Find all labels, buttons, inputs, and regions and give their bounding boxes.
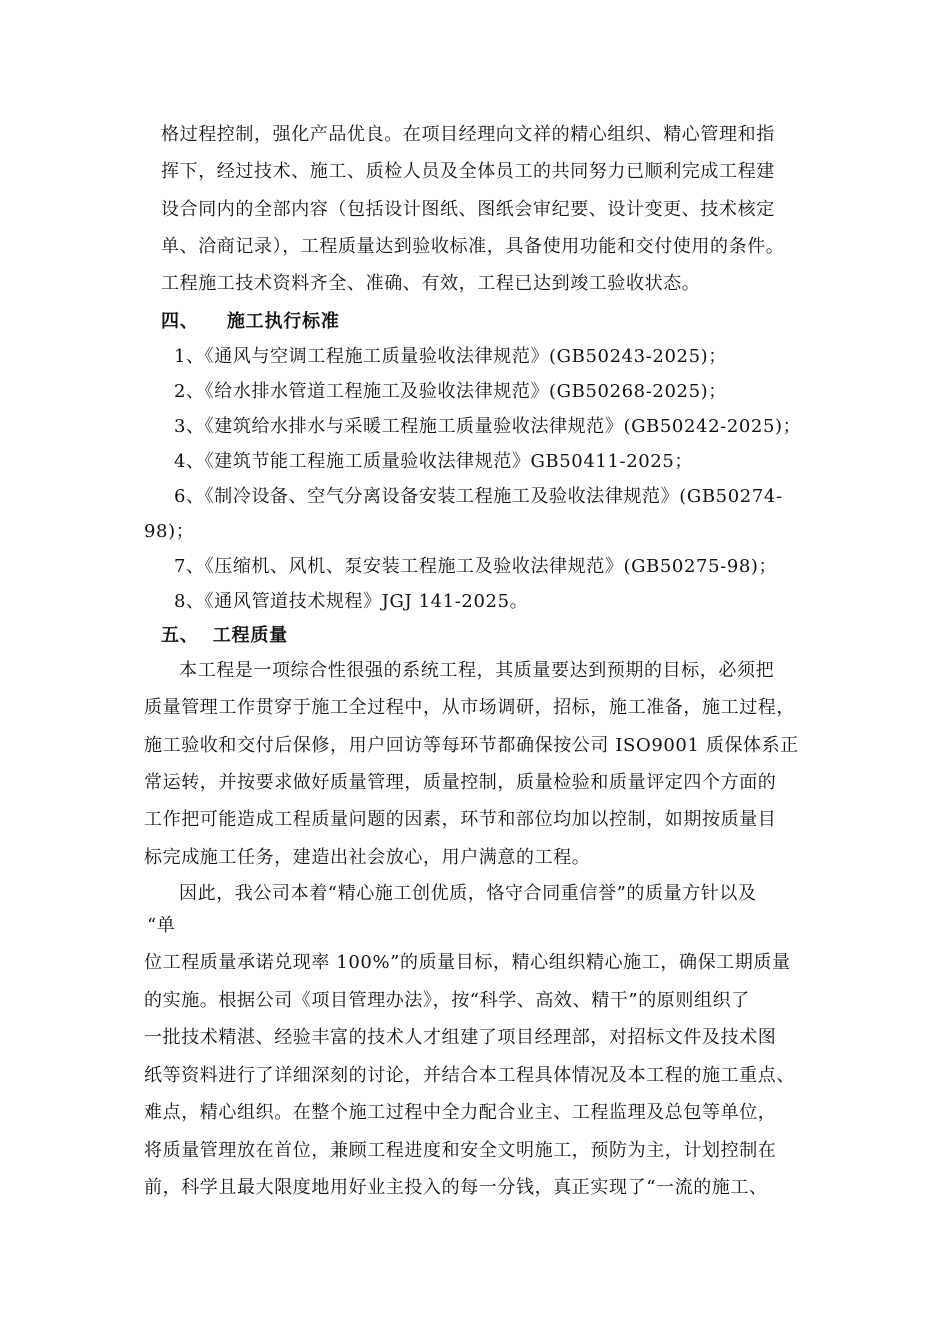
paragraph-line: 难点，精心组织。在整个施工过程中全力配合业主、工程监理及总包等单位， xyxy=(144,1102,777,1123)
paragraph-line: 质量管理工作贯穿于施工全过程中，从市场调研，招标，施工准备，施工过程， xyxy=(144,697,795,718)
standard-item: 3、《建筑给水排水与采暖工程施工质量验收法律规范》(GB50242-2025)； xyxy=(174,416,802,437)
paragraph-line: 纸等资料进行了详细深刻的讨论，并结合本工程具体情况及本工程的施工重点、 xyxy=(144,1065,795,1086)
paragraph-line: 将质量管理放在首位，兼顾工程进度和安全文明施工，预防为主，计划控制在 xyxy=(144,1140,777,1161)
standard-item: 1、《通风与空调工程施工质量验收法律规范》(GB50243-2025)； xyxy=(174,346,727,367)
paragraph-line: 格过程控制，强化产品优良。在项目经理向文祥的精心组织、精心管理和指 xyxy=(161,124,775,145)
paragraph-line: 单、洽商记录），工程质量达到验收标准，具备使用功能和交付使用的条件。 xyxy=(161,236,785,257)
standard-item: 4、《建筑节能工程施工质量验收法律规范》GB50411-2025； xyxy=(174,451,694,472)
paragraph-line: 设合同内的全部内容（包括设计图纸、图纸会审纪要、设计变更、技术核定 xyxy=(161,199,775,220)
paragraph-line: 一批技术精湛、经验丰富的技术人才组建了项目经理部，对招标文件及技术图 xyxy=(144,1027,777,1048)
paragraph-line: 的实施。根据公司《项目管理办法》，按“科学、高效、精干”的原则组织了 xyxy=(144,990,750,1011)
standard-item: 7、《压缩机、风机、泵安装工程施工及验收法律规范》(GB50275-98)； xyxy=(174,556,778,577)
standard-item: 2、《给水排水管道工程施工及验收法律规范》(GB50268-2025)； xyxy=(174,381,727,402)
section-heading-four: 四、 施工执行标准 xyxy=(161,311,340,332)
standard-item-continuation: 98)； xyxy=(144,521,195,542)
paragraph-line: 标完成施工任务，建造出社会放心，用户满意的工程。 xyxy=(144,847,591,868)
paragraph-line: “单 xyxy=(147,915,176,936)
paragraph-line: 因此，我公司本着“精心施工创优质，恪守合同重信誉”的质量方针以及 xyxy=(179,883,757,904)
paragraph-line: 位工程质量承诺兑现率 100%”的质量目标，精心组织精心施工，确保工期质量 xyxy=(144,952,791,973)
paragraph-line: 施工验收和交付后保修，用户回访等每环节都确保按公司 ISO9001 质保体系正 xyxy=(144,735,799,756)
standard-item: 8、《通风管道技术规程》JGJ 141-2025。 xyxy=(174,591,529,612)
paragraph-line: 工作把可能造成工程质量问题的因素，环节和部位均加以控制，如期按质量目 xyxy=(144,809,777,830)
section-heading-five: 五、 工程质量 xyxy=(161,625,288,646)
standard-item: 6、《制冷设备、空气分离设备安装工程施工及验收法律规范》(GB50274- xyxy=(174,486,783,507)
paragraph-line: 常运转，并按要求做好质量管理，质量控制，质量检验和质量评定四个方面的 xyxy=(144,772,777,793)
paragraph-line: 本工程是一项综合性很强的系统工程，其质量要达到预期的目标，必须把 xyxy=(179,660,775,681)
paragraph-line: 工程施工技术资料齐全、准确、有效，工程已达到竣工验收状态。 xyxy=(161,273,701,294)
paragraph-line: 前，科学且最大限度地用好业主投入的每一分钱，真正实现了“一流的施工、 xyxy=(144,1177,768,1198)
paragraph-line: 挥下，经过技术、施工、质检人员及全体员工的共同努力已顺利完成工程建 xyxy=(161,161,775,182)
